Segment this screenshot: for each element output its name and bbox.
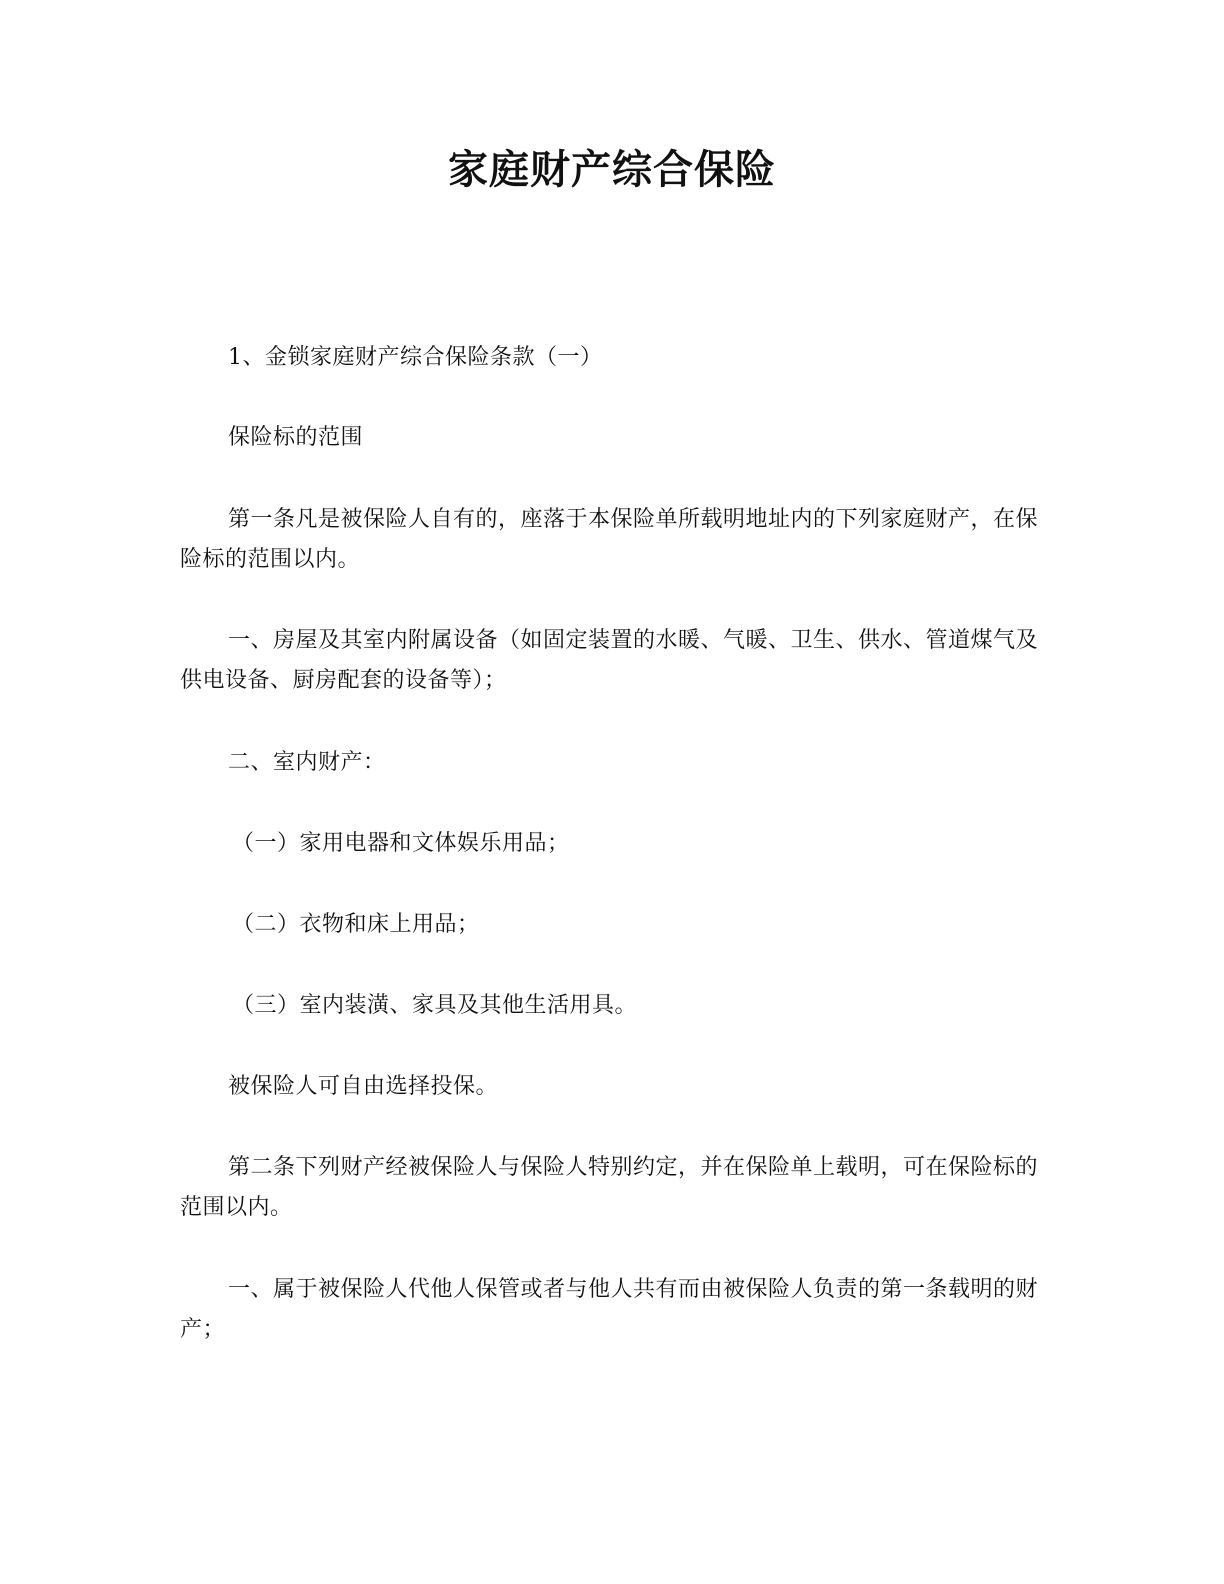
paragraph-section-heading: 保险标的范围 bbox=[228, 425, 364, 450]
paragraph-subitem-3: （三）室内装潢、家具及其他生活用具。 bbox=[232, 993, 638, 1018]
paragraph-item-1: 一、房屋及其室内附属设备（如固定装置的水暖、气暖、卫生、供水、管道煤气及供电设备、厨房配套的设备等）； bbox=[180, 628, 1039, 693]
paragraph-note: 被保险人可自由选择投保。 bbox=[228, 1074, 499, 1099]
paragraph-clause-heading: 1、金锁家庭财产综合保险条款（一） bbox=[228, 345, 603, 370]
paragraph-article-2-item-1: 一、属于被保险人代他人保管或者与他人共有而由被保险人负责的第一条载明的财产； bbox=[180, 1277, 1039, 1342]
paragraph-article-2: 第二条下列财产经被保险人与保险人特别约定，并在保险单上载明，可在保险标的范围以内。 bbox=[180, 1155, 1039, 1220]
paragraph-item-2: 二、室内财产： bbox=[228, 750, 386, 775]
paragraph-subitem-2: （二）衣物和床上用品； bbox=[232, 912, 480, 937]
paragraph-article-1: 第一条凡是被保险人自有的，座落于本保险单所载明地址内的下列家庭财产，在保险标的范围以内。 bbox=[180, 507, 1039, 572]
document-title: 家庭财产综合保险 bbox=[448, 147, 776, 193]
paragraph-subitem-1: （一）家用电器和文体娱乐用品； bbox=[232, 831, 570, 856]
